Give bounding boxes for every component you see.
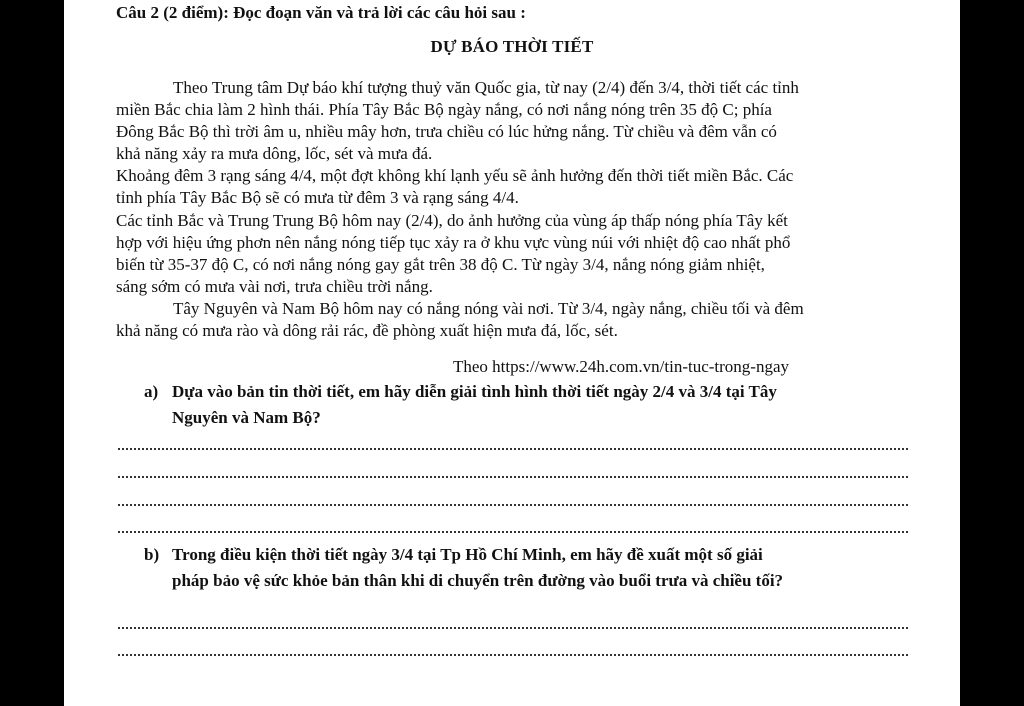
passage-line: Theo Trung tâm Dự báo khí tượng thuỷ văn Quốc gia, từ nay (2/4) đến 3/4, thời tiết các tỉnh xyxy=(173,78,799,97)
question-a xyxy=(144,379,777,431)
answer-line-a2[interactable] xyxy=(118,476,908,478)
answer-line-a1[interactable] xyxy=(118,448,908,450)
answer-line-b1[interactable] xyxy=(118,627,908,629)
question-a-text: Dựa vào bản tin thời tiết, em hãy diễn giải tình hình thời tiết ngày 2/4 và 3/4 tại Tây xyxy=(172,382,777,401)
question-heading: Câu 2 (2 điểm): Đọc đoạn văn và trả lời các câu hỏi sau : xyxy=(116,3,526,22)
question-b-text-continued: pháp bảo vệ sức khỏe bản thân khi di chuyển trên đường vào buổi trưa và chiều tối? xyxy=(172,571,784,590)
passage-line: sáng sớm có mưa vài nơi, trưa chiều trời nắng. xyxy=(116,276,433,296)
question-a-text-continued: Nguyên và Nam Bộ? xyxy=(172,408,321,427)
document-page xyxy=(64,0,960,706)
passage-line: Khoảng đêm 3 rạng sáng 4/4, một đợt không khí lạnh yếu sẽ ảnh hưởng đến thời tiết miền Bắc. Các xyxy=(116,166,794,186)
question-a-label: a) xyxy=(144,382,159,401)
passage-title: DỰ BÁO THỜI TIẾT xyxy=(430,37,594,56)
passage-line: khả năng xảy ra mưa dông, lốc, sét và mưa đá. xyxy=(116,144,433,164)
question-b xyxy=(144,542,783,594)
question-b-text: Trong điều kiện thời tiết ngày 3/4 tại Tp Hồ Chí Minh, em hãy đề xuất một số giải xyxy=(172,545,763,564)
passage-line: Tây Nguyên và Nam Bộ hôm nay có nắng nóng vài nơi. Từ 3/4, ngày nắng, chiều tối và đêm xyxy=(173,298,804,318)
answer-line-a4[interactable] xyxy=(118,531,908,533)
answer-line-a3[interactable] xyxy=(118,504,908,506)
passage-line: miền Bắc chia làm 2 hình thái. Phía Tây Bắc Bộ ngày nắng, có nơi nắng nóng trên 35 độ C; phía xyxy=(116,100,772,120)
passage-body xyxy=(116,77,916,342)
passage-line: khả năng có mưa rào và dông rải rác, đề phòng xuất hiện mưa đá, lốc, sét. xyxy=(116,321,618,341)
answer-line-b2[interactable] xyxy=(118,654,908,656)
passage-line: tỉnh phía Tây Bắc Bộ sẽ có mưa từ đêm 3 và rạng sáng 4/4. xyxy=(116,188,519,208)
passage-line: biến từ 35-37 độ C, có nơi nắng nóng gay gắt trên 38 độ C. Từ ngày 3/4, nắng nóng giảm nhiệt, xyxy=(116,254,765,274)
source-citation: Theo https://www.24h.com.vn/tin-tuc-trong-ngay xyxy=(453,357,790,376)
passage-line: Đông Bắc Bộ thì trời âm u, nhiều mây hơn, trưa chiều có lúc hửng nắng. Từ chiều và đêm vẫn có xyxy=(116,122,777,142)
question-b-label: b) xyxy=(144,545,160,564)
passage-line: Các tỉnh Bắc và Trung Trung Bộ hôm nay (2/4), do ảnh hưởng của vùng áp thấp nóng phía Tây kết xyxy=(116,210,788,230)
passage-line: hợp với hiệu ứng phơn nên nắng nóng tiếp tục xảy ra ở khu vực vùng núi với nhiệt độ cao nhất phổ xyxy=(116,232,791,252)
